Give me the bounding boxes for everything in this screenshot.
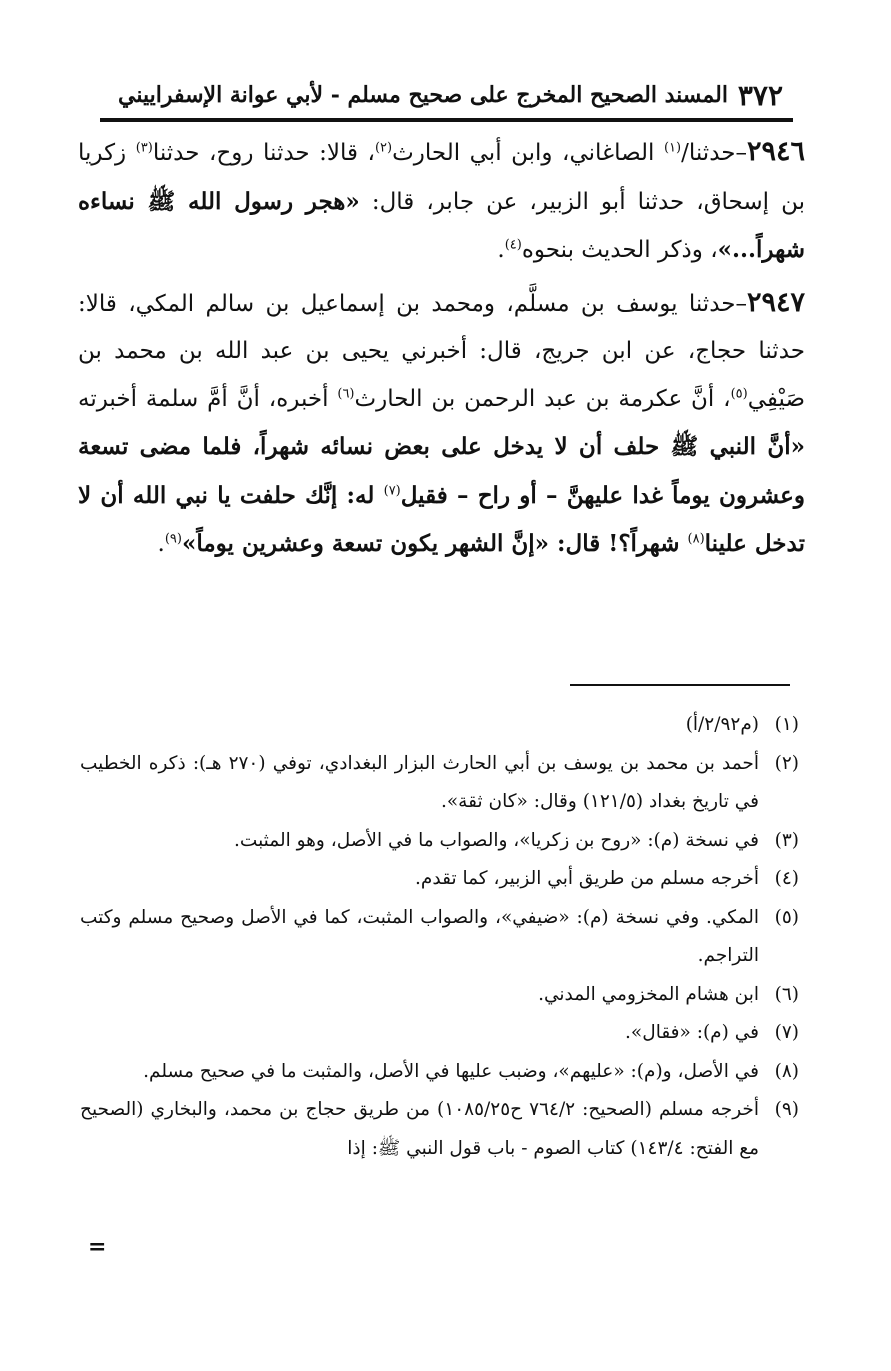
text-segment: أخبره، أنَّ أمَّ سلمة أخبرته xyxy=(78,385,338,412)
text-segment: ، أنَّ عكرمة بن عبد الرحمن بن الحارث xyxy=(354,385,731,412)
footnote-text: ابن هشام المخزومي المدني. xyxy=(538,983,759,1005)
footnote-marker: (٧) xyxy=(383,482,401,498)
footnote-text: في نسخة (م): «روح بن زكريا»، والصواب ما في الأصل، وهو المثبت. xyxy=(234,829,759,851)
footnote-marker: (٣) xyxy=(135,140,153,156)
hadith-matn: شهراً؟! قال: «إنَّ الشهر يكون تسعة وعشرين يوماً» xyxy=(181,530,688,557)
footnote-3 xyxy=(80,822,799,861)
footnote-7 xyxy=(80,1014,799,1053)
footnote-text: أخرجه مسلم من طريق أبي الزبير، كما تقدم. xyxy=(415,868,759,889)
footnote-separator xyxy=(570,684,790,686)
footnote-marker: (٤) xyxy=(504,237,522,253)
text-segment: . xyxy=(497,237,505,263)
hadith-matn: «أنَّ النبي ﷺ حلف أن لا يدخل على بعض نسائه شهراً، فلما مضى تسعة وعشرون يوماً غدا عليهنَّ – أو راح – فقيل xyxy=(78,433,805,509)
footnote-number: (٦) xyxy=(774,983,799,1005)
hadith-matn: له: إنَّك حلفت يا نبي الله أن لا تدخل علينا xyxy=(78,481,805,557)
running-title: المسند الصحيح المخرج على صحيح مسلم - لأبي عوانة الإسفراييني xyxy=(118,82,728,108)
footnote-6 xyxy=(80,976,799,1015)
footnote-8 xyxy=(80,1053,799,1092)
footnote-number: (٢) xyxy=(774,752,799,774)
footnote-number: (٥) xyxy=(774,906,799,928)
footnote-marker: (١) xyxy=(663,140,682,156)
footnote-number: (٣) xyxy=(774,829,799,851)
footnote-5 xyxy=(80,899,799,976)
text-segment: . xyxy=(157,531,165,557)
footnote-marker: (٥) xyxy=(730,385,748,401)
footnote-2 xyxy=(80,745,799,822)
text-segment: –حدثنا/ xyxy=(681,140,747,166)
footnote-marker: (٩) xyxy=(164,531,182,547)
footnote-text: المكي. وفي نسخة (م): «ضيفي»، والصواب المثبت، كما في الأصل وصحيح مسلم وكتب التراجم. xyxy=(80,906,759,966)
footnote-marker: (٢) xyxy=(374,140,393,156)
hadith-2947 xyxy=(78,279,805,569)
footnote-text: (م٢/٩٢/أ) xyxy=(685,714,759,735)
footnote-marker: (٦) xyxy=(337,385,355,401)
hadith-number: ٢٩٤٦ xyxy=(746,136,805,167)
footnote-number: (٨) xyxy=(774,1060,799,1082)
text-segment: ، قالا: حدثنا روح، حدثنا xyxy=(152,140,375,166)
hadith-number: ٢٩٤٧ xyxy=(746,286,805,318)
text-segment: الصاغاني، وابن أبي الحارث xyxy=(392,140,664,166)
footnote-text: في الأصل، و(م): «عليهم»، وضبب عليها في الأصل، والمثبت ما في صحيح مسلم. xyxy=(143,1060,759,1082)
footnotes xyxy=(80,706,799,1168)
footnote-9 xyxy=(80,1091,799,1168)
footnote-4 xyxy=(80,860,799,899)
footnote-number: (٤) xyxy=(774,868,799,889)
text-segment: ، وذكر الحديث بنحوه xyxy=(521,237,718,263)
footnote-text: في (م): «فقال». xyxy=(625,1022,759,1043)
footnote-text: أحمد بن محمد بن يوسف بن أبي الحارث البزار البغدادي، توفي (٢٧٠ هـ): ذكره الخطيب في تاريخ بغداد (١٢١/٥) وقال: «كان ثقة». xyxy=(80,752,759,812)
hadith-2946 xyxy=(78,128,805,275)
footnote-number: (٩) xyxy=(774,1099,799,1120)
page-number: ٣٧٢ xyxy=(737,78,783,112)
continuation-mark: = xyxy=(88,1234,107,1260)
page-header xyxy=(118,78,783,112)
main-text xyxy=(78,128,805,573)
hadith-matn: «هجر رسول الله ﷺ نساءه شهراً...» xyxy=(78,187,805,263)
footnote-marker: (٨) xyxy=(687,531,705,547)
text-segment: –حدثنا يوسف بن مسلَّم، ومحمد بن إسماعيل بن سالم المكي، قالا: حدثنا حجاج، عن ابن جريج، قال: أخبرني يحيى بن عبد الله بن محمد بن صَيْفِي xyxy=(78,290,806,412)
text-segment: زكريا بن إسحاق، حدثنا أبو الزبير، عن جابر، قال: xyxy=(78,140,805,215)
footnote-number: (١) xyxy=(774,714,799,735)
footnote-1 xyxy=(80,706,799,745)
footnote-text: أخرجه مسلم (الصحيح: ٧٦٤/٢ ح١٠٨٥/٢٥) من طريق حجاج بن محمد، والبخاري (الصحيح مع الفتح: ١٤٣/٤) كتاب الصوم - باب قول النبي ﷺ: إذا xyxy=(80,1099,759,1159)
footnote-number: (٧) xyxy=(774,1022,799,1043)
header-rule xyxy=(100,118,793,122)
